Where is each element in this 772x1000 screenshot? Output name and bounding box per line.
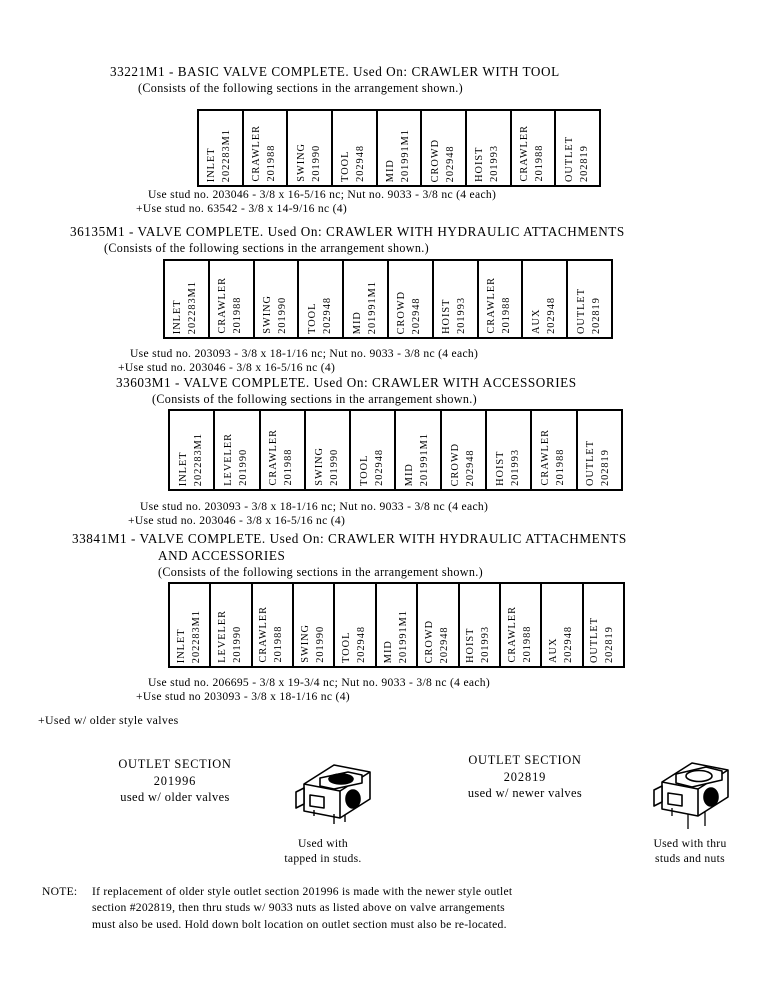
valve-cell-vertical-text — [177, 433, 207, 486]
valve-cell-text-wrap — [568, 261, 611, 337]
valve-cell-name: CRAWLER — [486, 277, 498, 334]
valve-cell-text-wrap — [335, 584, 374, 666]
outlet-heading-202819: OUTLET SECTION — [468, 753, 582, 767]
valve-cell-number: 201990 — [237, 449, 249, 486]
valve-cell-vertical-text — [473, 145, 503, 182]
valve-section-cell — [170, 411, 215, 489]
valve-cell-text-wrap — [170, 411, 213, 489]
valve-cell-text-wrap — [578, 411, 621, 489]
valve-cell-number: 201988 — [521, 626, 533, 663]
valve-cell-text-wrap — [344, 261, 387, 337]
valve-cell-name: CRAWLER — [540, 429, 552, 486]
valve-cell-name: MID — [385, 158, 397, 182]
section-subtitle-33221M1: (Consists of the following sections in the arrangement shown.) — [138, 81, 463, 95]
valve-cell-text-wrap — [215, 411, 258, 489]
valve-cell-vertical-text — [494, 449, 524, 486]
valve-cell-text-wrap — [255, 261, 298, 337]
valve-cell-number: 202819 — [590, 297, 602, 334]
valve-section-cell — [532, 411, 577, 489]
valve-cell-name: LEVELER — [217, 610, 229, 663]
valve-section-cell — [199, 111, 244, 185]
valve-cell-vertical-text — [351, 281, 381, 334]
valve-cell-name: CRAWLER — [506, 606, 518, 663]
outlet-heading-201996: OUTLET SECTION — [118, 757, 232, 771]
valve-cell-name: CROWD — [396, 290, 408, 334]
valve-cell-name: INLET — [177, 451, 189, 486]
valve-section-cell — [418, 584, 459, 666]
valve-cell-name: TOOL — [306, 302, 318, 334]
stud-note-36135M1-line1: Use stud no. 203093 - 3/8 x 18-1/16 nc; Nut no. 9033 - 3/8 nc (4 each) — [130, 347, 479, 360]
valve-section-cell — [568, 261, 611, 337]
valve-cell-vertical-text — [339, 145, 369, 182]
valve-cell-vertical-text — [267, 429, 297, 486]
valve-cell-text-wrap — [479, 261, 522, 337]
valve-section-cell — [299, 261, 344, 337]
valve-cell-vertical-text — [222, 433, 252, 486]
valve-cell-name: CROWD — [449, 442, 461, 486]
valve-cell-number: 201990 — [276, 297, 288, 334]
valve-cell-text-wrap — [501, 584, 540, 666]
valve-cell-number: 201993 — [480, 626, 492, 663]
valve-cell-name: LEVELER — [223, 433, 235, 486]
valve-cell-text-wrap — [418, 584, 457, 666]
outlet-section-drawing-202819 — [648, 756, 740, 837]
valve-cell-vertical-text — [216, 277, 246, 334]
valve-cell-number: 202283M1 — [187, 280, 199, 334]
valve-cell-text-wrap — [299, 261, 342, 337]
valve-cell-number: 202819 — [604, 626, 616, 663]
valve-cell-number: 201991M1 — [366, 280, 378, 334]
valve-cell-number: 201990 — [232, 626, 244, 663]
valve-cell-name: OUTLET — [585, 439, 597, 486]
valve-cell-vertical-text — [429, 139, 459, 182]
valve-cell-text-wrap — [442, 411, 485, 489]
final-note-line-2: section #202819, then thru studs w/ 9033 nuts as listed above on valve arrangements — [92, 901, 505, 915]
valve-cell-number: 201993 — [489, 145, 501, 182]
valve-section-cell — [378, 111, 423, 185]
valve-arrangement-table-36135M1 — [163, 259, 613, 339]
valve-section-cell — [501, 584, 542, 666]
valve-cell-vertical-text — [563, 136, 593, 182]
valve-cell-vertical-text — [313, 447, 343, 486]
valve-cell-text-wrap — [487, 411, 530, 489]
valve-cell-text-wrap — [165, 261, 208, 337]
outlet-section-block-201996 — [55, 756, 295, 806]
valve-cell-number: 202819 — [600, 449, 612, 486]
valve-section-cell — [165, 261, 210, 337]
section-title-33221M1: 33221M1 - BASIC VALVE COMPLETE. Used On: CRAWLER WITH TOOL — [110, 64, 560, 79]
valve-cell-number: 202948 — [464, 449, 476, 486]
valve-section-cell — [487, 411, 532, 489]
valve-section-cell — [210, 261, 255, 337]
valve-cell-name: TOOL — [341, 631, 353, 663]
valve-cell-name: SWING — [262, 295, 274, 334]
outlet-section-drawing-201996 — [290, 758, 382, 833]
valve-cell-name: MID — [382, 639, 394, 663]
section-title-36135M1: 36135M1 - VALVE COMPLETE. Used On: CRAWLER WITH HYDRAULIC ATTACHMENTS — [70, 224, 625, 239]
valve-cell-text-wrap — [556, 111, 599, 185]
outlet-caption-201996-line1: Used with — [297, 837, 349, 850]
valve-section-cell — [512, 111, 557, 185]
valve-section-cell — [584, 584, 623, 666]
valve-cell-number: 202948 — [438, 626, 450, 663]
valve-cell-vertical-text — [306, 297, 336, 334]
valve-cell-vertical-text — [506, 606, 536, 663]
valve-section-cell — [344, 261, 389, 337]
section-title-33841M1: 33841M1 - VALVE COMPLETE. Used On: CRAWLER WITH HYDRAULIC ATTACHMENTS — [72, 531, 627, 546]
valve-section-cell — [389, 261, 434, 337]
valve-cell-vertical-text — [175, 610, 205, 663]
valve-cell-name: TOOL — [340, 150, 352, 182]
valve-cell-text-wrap — [434, 261, 477, 337]
valve-cell-name: AUX — [547, 637, 559, 663]
valve-cell-number: 201988 — [283, 449, 295, 486]
valve-cell-vertical-text — [518, 125, 548, 182]
final-note-line-1: If replacement of older style outlet section 201996 is made with the newer style outlet — [92, 885, 513, 898]
valve-cell-number: 201991M1 — [397, 609, 409, 663]
valve-cell-text-wrap — [542, 584, 581, 666]
valve-cell-vertical-text — [530, 297, 560, 334]
outlet-caption-201996-line2: tapped in studs. — [284, 852, 362, 866]
valve-cell-vertical-text — [358, 449, 388, 486]
valve-cell-number: 201990 — [314, 626, 326, 663]
valve-section-cell — [253, 584, 294, 666]
valve-cell-text-wrap — [333, 111, 376, 185]
valve-section-cell — [479, 261, 524, 337]
valve-cell-name: CRAWLER — [258, 606, 270, 663]
valve-section-cell — [211, 584, 252, 666]
valve-cell-name: INLET — [206, 147, 218, 182]
valve-cell-name: TOOL — [358, 454, 370, 486]
valve-arrangement-table-33841M1 — [168, 582, 625, 668]
valve-section-cell — [255, 261, 300, 337]
final-note-body — [92, 884, 742, 933]
valve-cell-name: CRAWLER — [519, 125, 531, 182]
valve-cell-number: 201988 — [555, 449, 567, 486]
valve-cell-name: OUTLET — [589, 616, 601, 663]
valve-cell-text-wrap — [584, 584, 623, 666]
valve-cell-number: 201991M1 — [419, 432, 431, 486]
valve-cell-number: 202283M1 — [190, 609, 202, 663]
outlet-number-202819: 202819 — [503, 769, 547, 784]
valve-cell-name: CRAWLER — [217, 277, 229, 334]
valve-cell-number: 201988 — [534, 145, 546, 182]
valve-section-cell — [422, 111, 467, 185]
valve-cell-name: MID — [404, 462, 416, 486]
valve-cell-text-wrap — [396, 411, 439, 489]
valve-cell-number: 202948 — [444, 145, 456, 182]
stud-note-36135M1-line2: +Use stud no. 203046 - 3/8 x 16-5/16 nc (4) — [118, 361, 336, 374]
valve-cell-name: SWING — [299, 624, 311, 663]
valve-cell-vertical-text — [464, 626, 494, 663]
valve-arrangement-table-33221M1 — [197, 109, 601, 187]
section-title-33603M1: 33603M1 - VALVE COMPLETE. Used On: CRAWLER WITH ACCESSORIES — [116, 375, 577, 390]
valve-section-cell — [523, 261, 568, 337]
outlet-caption-202819 — [610, 836, 770, 866]
stud-note-33603M1-line1: Use stud no. 203093 - 3/8 x 18-1/16 nc; Nut no. 9033 - 3/8 nc (4 each) — [140, 500, 489, 513]
valve-cell-number: 202948 — [545, 297, 557, 334]
valve-cell-name: HOIST — [474, 146, 486, 182]
valve-cell-number: 202948 — [373, 449, 385, 486]
valve-section-cell — [244, 111, 289, 185]
valve-cell-text-wrap — [210, 261, 253, 337]
valve-cell-name: AUX — [530, 308, 542, 334]
valve-cell-number: 202948 — [356, 626, 368, 663]
section-subtitle-33841M1: (Consists of the following sections in the arrangement shown.) — [158, 565, 483, 579]
valve-cell-number: 201990 — [328, 449, 340, 486]
valve-cell-number: 202948 — [411, 297, 423, 334]
valve-cell-vertical-text — [547, 626, 577, 663]
valve-section-cell — [288, 111, 333, 185]
valve-section-cell — [396, 411, 441, 489]
valve-arrangement-table-33603M1 — [168, 409, 623, 491]
valve-cell-number: 201993 — [509, 449, 521, 486]
valve-cell-text-wrap — [378, 111, 421, 185]
stud-note-33221M1-line1: Use stud no. 203046 - 3/8 x 16-5/16 nc; Nut no. 9033 - 3/8 nc (4 each) — [148, 188, 497, 201]
valve-cell-vertical-text — [382, 610, 412, 663]
valve-cell-number: 202948 — [355, 145, 367, 182]
valve-cell-number: 201991M1 — [400, 128, 412, 182]
valve-cell-vertical-text — [423, 620, 453, 663]
valve-cell-number: 202819 — [578, 145, 590, 182]
older-style-footnote: +Used w/ older style valves — [38, 713, 179, 727]
valve-cell-text-wrap — [261, 411, 304, 489]
valve-cell-text-wrap — [460, 584, 499, 666]
final-note-line-3: must also be used. Hold down bolt location on outlet section must also be re-located. — [92, 917, 507, 931]
valve-section-cell — [460, 584, 501, 666]
valve-section-cell — [467, 111, 512, 185]
valve-cell-text-wrap — [512, 111, 555, 185]
valve-cell-vertical-text — [384, 129, 414, 182]
valve-cell-vertical-text — [403, 433, 433, 486]
valve-cell-name: INLET — [175, 628, 187, 663]
section-title-33841M1-line2: AND ACCESSORIES — [158, 548, 286, 563]
valve-cell-number: 202948 — [562, 626, 574, 663]
outlet-caption-202819-line2: studs and nuts — [655, 852, 725, 866]
valve-cell-number: 201988 — [500, 297, 512, 334]
valve-cell-vertical-text — [205, 129, 235, 182]
valve-cell-number: 201988 — [273, 626, 285, 663]
valve-cell-text-wrap — [199, 111, 242, 185]
valve-cell-text-wrap — [532, 411, 575, 489]
valve-cell-vertical-text — [340, 626, 370, 663]
valve-section-cell — [261, 411, 306, 489]
outlet-section-block-202819 — [405, 752, 645, 802]
final-note-label: NOTE: — [42, 885, 78, 898]
valve-cell-vertical-text — [295, 143, 325, 182]
valve-cell-text-wrap — [170, 584, 209, 666]
valve-cell-number: 202948 — [321, 297, 333, 334]
valve-cell-name: OUTLET — [563, 135, 575, 182]
valve-cell-name: INLET — [172, 299, 184, 334]
outlet-number-201996: 201996 — [153, 773, 197, 788]
section-subtitle-33603M1: (Consists of the following sections in the arrangement shown.) — [152, 392, 477, 406]
valve-cell-vertical-text — [449, 443, 479, 486]
valve-cell-vertical-text — [485, 277, 515, 334]
valve-cell-name: CRAWLER — [268, 429, 280, 486]
valve-cell-name: SWING — [313, 447, 325, 486]
valve-cell-vertical-text — [584, 440, 614, 486]
valve-cell-name: HOIST — [465, 627, 477, 663]
valve-section-cell — [434, 261, 479, 337]
valve-cell-name: HOIST — [494, 450, 506, 486]
valve-cell-name: OUTLET — [575, 287, 587, 334]
valve-section-cell — [442, 411, 487, 489]
valve-cell-text-wrap — [377, 584, 416, 666]
stud-note-33841M1-line2: +Use stud no 203093 - 3/8 x 18-1/16 nc (4) — [136, 690, 350, 703]
outlet-caption-201996 — [238, 836, 408, 866]
valve-cell-text-wrap — [523, 261, 566, 337]
final-note — [42, 884, 742, 933]
valve-cell-number: 201993 — [456, 297, 468, 334]
outlet-caption-202819-line1: Used with thru — [653, 837, 727, 850]
valve-cell-vertical-text — [216, 610, 246, 663]
valve-cell-vertical-text — [261, 295, 291, 334]
valve-cell-text-wrap — [294, 584, 333, 666]
valve-section-cell — [578, 411, 621, 489]
valve-cell-text-wrap — [389, 261, 432, 337]
valve-cell-text-wrap — [422, 111, 465, 185]
valve-section-cell — [170, 584, 211, 666]
valve-section-cell — [351, 411, 396, 489]
valve-section-cell — [306, 411, 351, 489]
valve-cell-number: 201988 — [266, 145, 277, 182]
valve-cell-name: SWING — [295, 143, 307, 182]
valve-cell-number: 202283M1 — [221, 128, 233, 182]
valve-cell-name: CRAWLER — [251, 125, 263, 182]
outlet-usage-201996: used w/ older valves — [120, 790, 230, 805]
stud-note-33841M1-line1: Use stud no. 206695 - 3/8 x 19-3/4 nc; Nut no. 9033 - 3/8 nc (4 each) — [148, 676, 491, 689]
valve-cell-number: 201988 — [232, 297, 244, 334]
valve-section-cell — [556, 111, 599, 185]
valve-cell-name: CROWD — [423, 619, 435, 663]
valve-cell-vertical-text — [440, 297, 470, 334]
valve-cell-vertical-text — [539, 429, 569, 486]
valve-cell-vertical-text — [250, 125, 280, 182]
outlet-usage-202819: used w/ newer valves — [467, 786, 583, 801]
valve-cell-text-wrap — [306, 411, 349, 489]
valve-cell-text-wrap — [467, 111, 510, 185]
valve-cell-text-wrap — [244, 111, 287, 185]
stud-note-33603M1-line2: +Use stud no. 203046 - 3/8 x 16-5/16 nc (4) — [128, 514, 346, 527]
valve-section-cell — [333, 111, 378, 185]
valve-cell-text-wrap — [253, 584, 292, 666]
stud-note-33221M1-line2: +Use stud no. 63542 - 3/8 x 14-9/16 nc (4) — [136, 202, 348, 215]
valve-cell-name: HOIST — [441, 298, 453, 334]
valve-cell-vertical-text — [588, 617, 618, 663]
valve-cell-vertical-text — [171, 281, 201, 334]
valve-cell-number: 201990 — [310, 145, 322, 182]
valve-cell-name: CROWD — [429, 138, 441, 182]
valve-cell-vertical-text — [575, 288, 605, 334]
valve-section-cell — [542, 584, 583, 666]
valve-cell-vertical-text — [257, 606, 287, 663]
valve-cell-text-wrap — [211, 584, 250, 666]
valve-cell-number: 202283M1 — [192, 432, 204, 486]
valve-section-cell — [377, 584, 418, 666]
valve-section-cell — [294, 584, 335, 666]
valve-cell-vertical-text — [299, 624, 329, 663]
valve-cell-name: MID — [351, 310, 363, 334]
valve-cell-text-wrap — [288, 111, 331, 185]
section-subtitle-36135M1: (Consists of the following sections in the arrangement shown.) — [104, 241, 429, 255]
valve-section-cell — [335, 584, 376, 666]
valve-cell-text-wrap — [351, 411, 394, 489]
valve-cell-vertical-text — [395, 291, 425, 334]
valve-section-cell — [215, 411, 260, 489]
